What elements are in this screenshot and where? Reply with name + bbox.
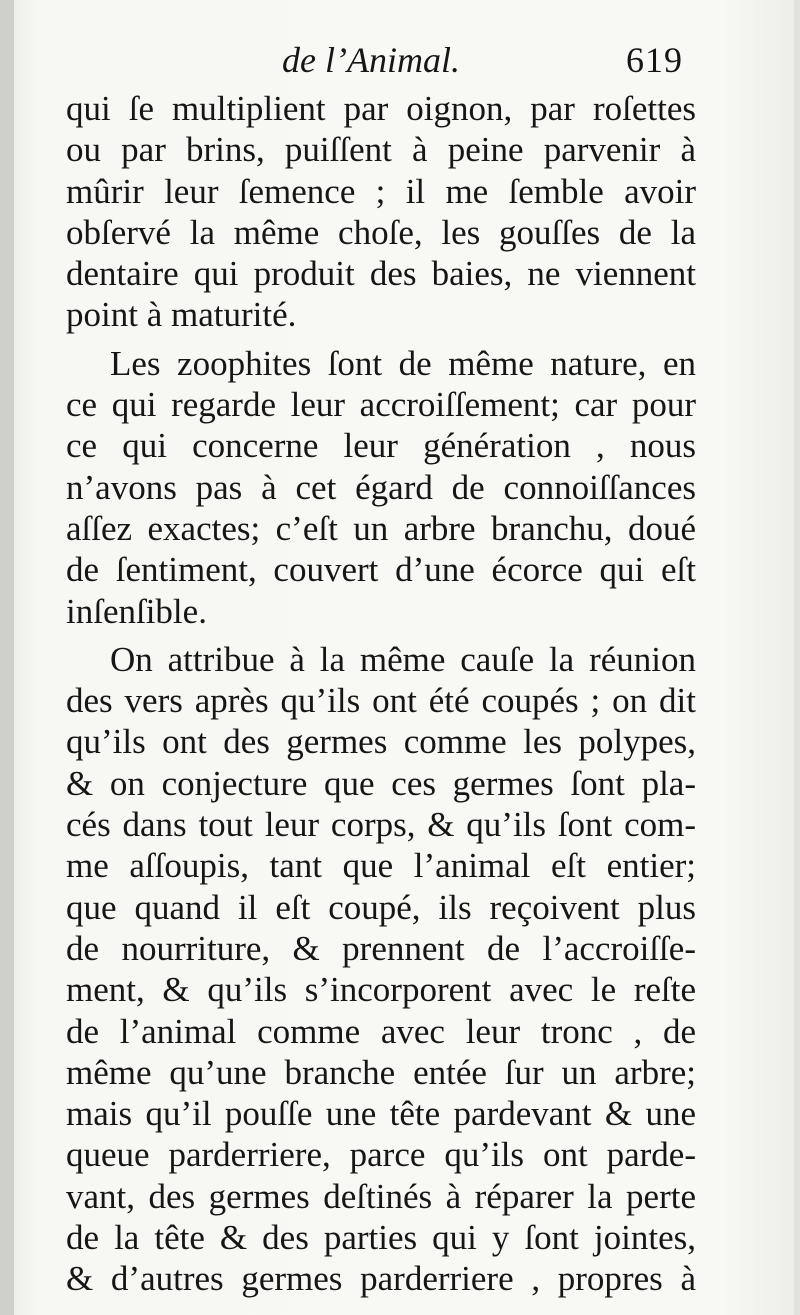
page-edge xyxy=(794,0,800,1315)
text-line: ment, & qu’ils s’incorporent avec le reſte xyxy=(66,970,696,1010)
text-line: que quand il eſt coupé, ils reçoivent plus xyxy=(66,887,696,927)
text-line: de la tête & des parties qui y ſont jointes, xyxy=(66,1218,696,1258)
text-line: ou par brins, puiſſent à peine parvenir à xyxy=(66,130,696,170)
paragraph xyxy=(66,88,696,336)
text-line: & d’autres germes parderriere , propres à xyxy=(66,1259,696,1299)
text-line: point à maturité. xyxy=(66,295,297,335)
text-line: queue parderriere, parce qu’ils ont parde- xyxy=(66,1135,696,1175)
text-line: qui ſe multiplient par oignon, par roſettes xyxy=(66,89,696,128)
text-line: me aſſoupis, tant que l’animal eſt entier; xyxy=(66,846,696,886)
text-line: Les zoophites ſont de même nature, en xyxy=(110,343,696,383)
text-line: qu’ils ont des germes comme les polypes, xyxy=(66,722,696,762)
text-line: cés dans tout leur corps, & qu’ils ſont com- xyxy=(66,805,696,845)
text-line: mûrir leur ſemence ; il me ſemble avoir xyxy=(66,171,696,211)
paragraph xyxy=(66,343,696,632)
text-line: ce qui regarde leur accroiſſement; car pour xyxy=(66,385,696,425)
text-line: aſſez exactes; c’eſt un arbre branchu, doué xyxy=(66,508,696,548)
text-line: même qu’une branche entée ſur un arbre; xyxy=(66,1052,696,1092)
text-line: On attribue à la même cauſe la réunion xyxy=(110,639,696,679)
body-text xyxy=(66,88,696,1300)
text-line: & on conjecture que ces germes ſont pla- xyxy=(66,763,696,803)
text-line: ce qui concerne leur génération , nous xyxy=(66,426,696,466)
running-title: de l’Animal. xyxy=(282,40,460,80)
page-header xyxy=(0,38,800,88)
text-line: de nourriture, & prennent de l’accroiſſe- xyxy=(66,928,696,968)
text-line: de ſentiment, couvert d’une écorce qui eſt xyxy=(66,550,696,590)
page-number: 619 xyxy=(626,40,683,80)
text-line: n’avons pas à cet égard de connoiſſances xyxy=(66,467,696,507)
gutter-shadow xyxy=(0,0,14,1315)
text-line: de l’animal comme avec leur tronc , de xyxy=(66,1011,696,1051)
text-line: des vers après qu’ils ont été coupés ; on dit xyxy=(66,681,696,721)
paragraph xyxy=(66,639,696,1300)
text-line: obſervé la même choſe, les gouſſes de la xyxy=(66,212,696,252)
text-line: vant, des germes deſtinés à réparer la perte xyxy=(66,1176,696,1216)
text-line: dentaire qui produit des baies, ne viennent xyxy=(66,254,696,294)
text-line: inſenſible. xyxy=(66,591,207,631)
text-line: mais qu’il pouſſe une tête pardevant & une xyxy=(66,1094,696,1134)
